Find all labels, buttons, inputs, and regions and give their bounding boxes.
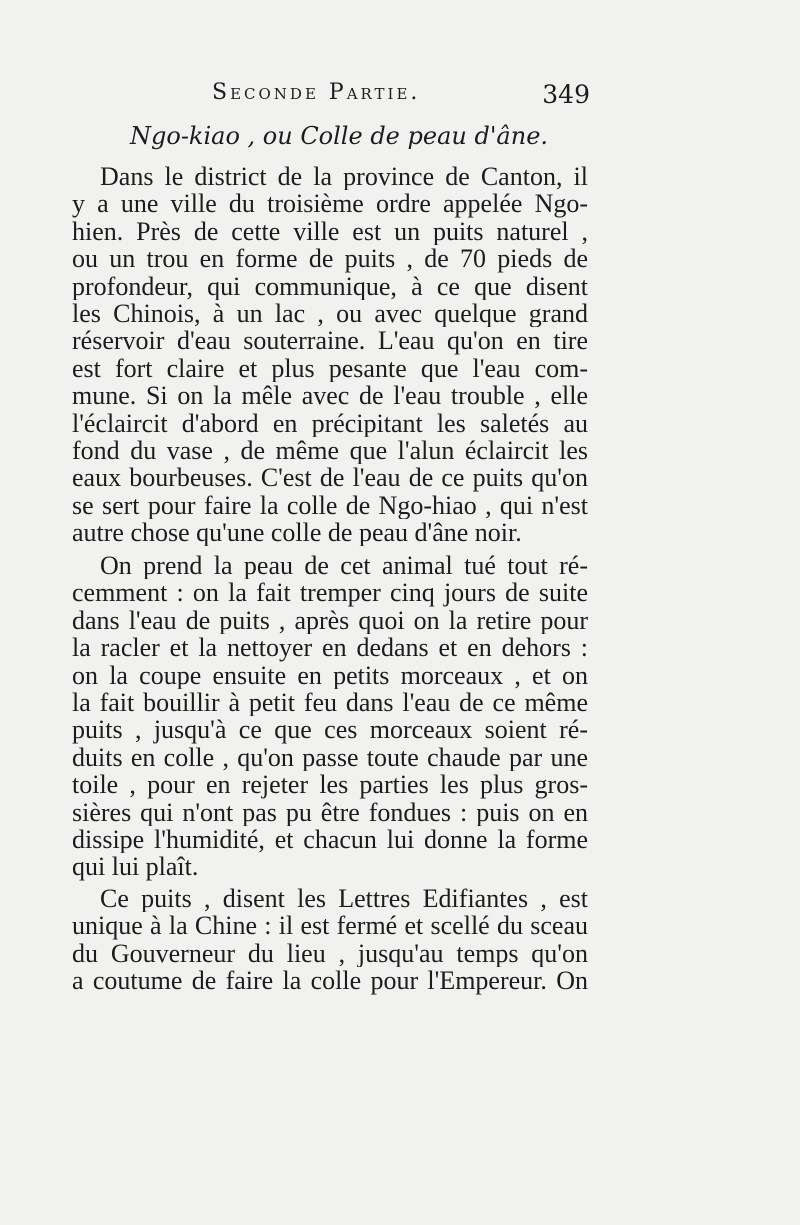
text-line: ou un trou en forme de puits , de 70 pieds de <box>72 245 588 273</box>
text-line: autre chose qu'une colle de peau d'âne noir. <box>72 519 522 547</box>
text-line: mune. Si on la mêle avec de l'eau trouble , elle <box>72 382 588 410</box>
text-line: on la coupe ensuite en petits morceaux , et on <box>72 661 588 689</box>
text-line: puits , jusqu'à ce que ces morceaux soient ré- <box>72 716 588 744</box>
section-title: Ngo-kiao , ou Colle de peau d'âne. <box>130 122 549 150</box>
text-line: qui lui plaît. <box>72 853 199 881</box>
paragraph-ngo-hien-well <box>72 163 588 546</box>
text-line: l'éclaircit d'abord en précipitant les saletés au <box>72 409 588 437</box>
page-number: 349 <box>542 80 590 109</box>
text-line: Ce puits , disent les Lettres Edifiantes , est <box>100 885 588 913</box>
text-line: profondeur, qui communique, à ce que disent <box>72 272 588 300</box>
text-line: toile , pour en rejeter les parties les plus gros- <box>72 771 588 799</box>
running-title: Seconde Partie. <box>212 80 421 105</box>
text-line: sières qui n'ont pas pu être fondues : puis on en <box>72 798 588 826</box>
paragraph-lettres-edifiantes <box>72 885 588 995</box>
text-line: dans l'eau de puits , après quoi on la retire pour <box>72 606 588 635</box>
text-line: la fait bouillir à petit feu dans l'eau de ce même <box>72 688 588 717</box>
text-line: est fort claire et plus pesante que l'eau com- <box>72 354 588 383</box>
text-line: cemment : on la fait tremper cinq jours de suite <box>72 579 588 607</box>
text-line: réservoir d'eau souterraine. L'eau qu'on en tire <box>72 327 588 355</box>
text-line: fond du vase , de même que l'alun éclaircit les <box>72 436 588 465</box>
text-line: y a une ville du troisième ordre appelée Ngo- <box>72 190 588 218</box>
text-line: On prend la peau de cet animal tué tout ré- <box>100 552 588 580</box>
text-line: les Chinois, à un lac , ou avec quelque grand <box>72 299 588 328</box>
text-line: se sert pour faire la colle de Ngo-hiao , qui n'est <box>72 491 588 520</box>
text-line: a coutume de faire la colle pour l'Empereur. On <box>72 967 588 995</box>
text-line: Dans le district de la province de Canton, il <box>100 163 588 191</box>
text-line: la racler et la nettoyer en dedans et en dehors : <box>72 634 588 662</box>
text-line: dissipe l'humidité, et chacun lui donne la forme <box>72 825 588 854</box>
running-header <box>60 80 590 114</box>
text-line: hien. Près de cette ville est un puits naturel , <box>72 217 588 246</box>
text-line: unique à la Chine : il est fermé et scellé du sceau <box>72 912 588 940</box>
text-line: duits en colle , qu'on passe toute chaude par une <box>72 743 588 772</box>
paragraph-glue-preparation <box>72 552 588 881</box>
text-line: eaux bourbeuses. C'est de l'eau de ce puits qu'on <box>72 464 588 492</box>
text-line: du Gouverneur du lieu , jusqu'au temps qu'on <box>72 939 588 968</box>
